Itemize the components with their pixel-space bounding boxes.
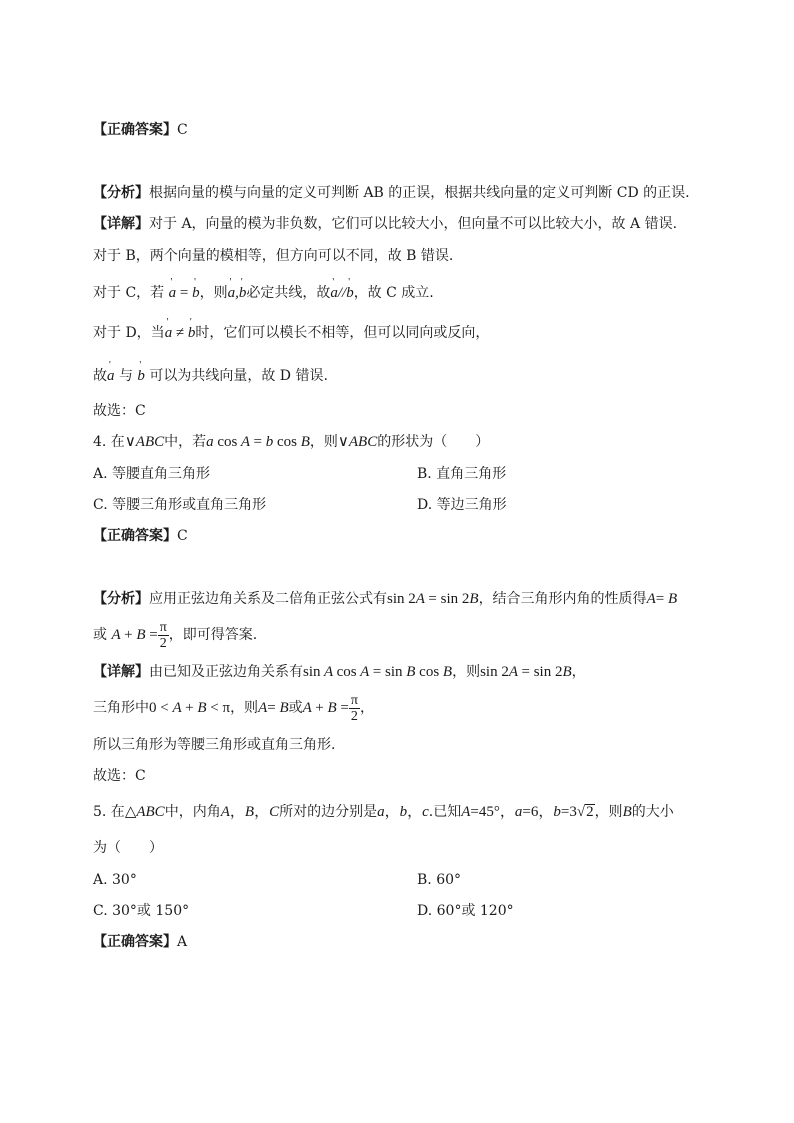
- detail-line-a: 对于 A，向量的模为非负数，它们可以比较大小，但向量不可以比较大小，故 A 错误.: [149, 216, 678, 232]
- q4-triangle-line: 三角形中0 < A + B < π，则A= B或A + B = $\frac{\pi}{2}$ ，: [93, 692, 374, 724]
- answer-label: 【正确答案】: [93, 122, 177, 138]
- answer-value: C: [177, 122, 188, 138]
- q3-line-c: 对于 C，若 ' a = ' b，则' a,' b必定共线，故' a//' b，故 C 成立.: [93, 284, 434, 302]
- pi-over-two-fraction: $\frac{\pi}{2}$: [159, 619, 167, 651]
- math-expr: ' a,' b: [228, 285, 247, 301]
- option-c: C. 30°或 150°: [93, 903, 190, 919]
- q5-stem: 5. 在△ABC中，内角A，B，C所对的边分别是a，b，c.已知A=45°，a=6，b=3√2，则B的大小: [93, 804, 674, 820]
- answer-label: 【正确答案】: [93, 934, 177, 950]
- q3-analysis: [93, 184, 690, 202]
- analysis-text: 根据向量的模与向量的定义可判断 AB 的正误，根据共线向量的定义可判断 CD 的正误.: [149, 185, 690, 201]
- math-expr: A + B =: [111, 627, 158, 643]
- q3-detail: [93, 215, 677, 233]
- q5-option-row-1: [93, 871, 137, 889]
- math-expr: ' a ≠ ' b: [165, 325, 196, 341]
- option-a: A. 等腰直角三角形: [93, 466, 211, 482]
- q3-choose: 故选：C: [93, 403, 146, 419]
- q3-answer: [93, 121, 188, 139]
- option-a: A. 30°: [93, 872, 137, 888]
- q3-line-d2: 故' a 与 ' b 可以为共线向量，故 D 错误.: [93, 367, 328, 385]
- math-expr: B: [622, 804, 632, 820]
- math-expr: A + B =: [302, 700, 349, 716]
- math-expr: ' a//' b: [330, 285, 353, 301]
- math-expr: sin 2A = sin 2B: [480, 664, 572, 680]
- answer-label: 【正确答案】: [93, 528, 177, 544]
- option-d: D. 等边三角形: [417, 497, 507, 513]
- q3-line-b: 对于 B，两个向量的模相等，但方向可以不同，故 B 错误.: [93, 248, 454, 264]
- math-expr: a，b，c: [377, 804, 429, 820]
- q4-answer: [93, 527, 188, 545]
- math-expr: A= B: [258, 700, 289, 716]
- analysis-label: 【分析】: [93, 591, 149, 607]
- math-expr: ' b: [137, 368, 145, 384]
- q4-conclusion: 所以三角形为等腰三角形或直角三角形.: [93, 737, 336, 753]
- math-expr: 0 < A + B < π: [149, 700, 231, 716]
- q4-analysis-cont: 或 A + B = $\frac{\pi}{2}$ ，即可得答案.: [93, 619, 258, 651]
- math-expr: A=45°，a=6，b=3√2: [461, 804, 594, 820]
- math-expr: △ABC: [124, 804, 165, 820]
- option-b: B. 60°: [417, 872, 462, 888]
- math-expr: ∨ABC: [124, 434, 165, 450]
- detail-label: 【详解】: [93, 216, 149, 232]
- q4-option-row-2: [93, 496, 266, 514]
- math-expr: ' a = ' b: [169, 285, 200, 301]
- q4-stem: 4. 在∨ABC中，若a cos A = b cos B，则∨ABC的形状为（ ）: [93, 434, 490, 450]
- q3-line-d: 对于 D，当' a ≠ ' b时，它们可以模长不相等，但可以同向或反向，: [93, 324, 489, 342]
- math-expr: A= B: [646, 591, 678, 607]
- q4-choose: 故选：C: [93, 768, 146, 784]
- q4-option-row-1: [93, 465, 210, 483]
- option-c: C. 等腰三角形或直角三角形: [93, 497, 267, 513]
- answer-value: A: [177, 934, 188, 950]
- q5-option-row-2: [93, 902, 189, 920]
- math-expr: sin 2A = sin 2B: [387, 591, 479, 607]
- q4-analysis: 【分析】应用正弦边角关系及二倍角正弦公式有sin 2A = sin 2B，结合三角形内角的性质得A= B: [93, 591, 678, 607]
- math-expr: sin A cos A = sin B cos B: [303, 664, 453, 680]
- detail-label: 【详解】: [93, 664, 149, 680]
- answer-value: C: [177, 528, 188, 544]
- math-expr: ' a: [107, 368, 115, 384]
- analysis-label: 【分析】: [93, 185, 149, 201]
- option-d: D. 60°或 120°: [417, 903, 514, 919]
- pi-over-two-fraction: $\frac{\pi}{2}$: [350, 692, 358, 724]
- math-expr: ∨ABC: [337, 434, 378, 450]
- q5-answer: [93, 933, 187, 951]
- math-expr: a cos A = b cos B: [206, 434, 310, 450]
- q5-stem-cont: 为（ ）: [93, 840, 163, 856]
- q4-detail: 【详解】由已知及正弦边角关系有sin A cos A = sin B cos B，则sin 2A = sin 2B，: [93, 664, 586, 680]
- option-b: B. 直角三角形: [417, 466, 507, 482]
- math-expr: A，B，C: [220, 804, 280, 820]
